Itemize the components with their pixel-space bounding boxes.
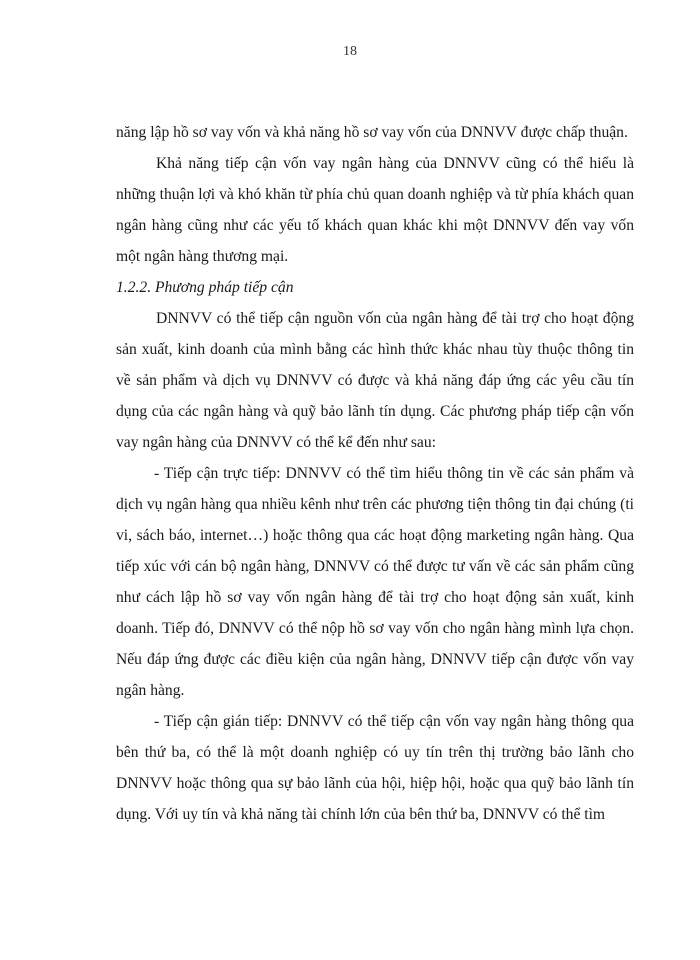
section-heading: 1.2.2. Phương pháp tiếp cận — [116, 279, 294, 296]
bullet-direct-access: - Tiếp cận trực tiếp: DNNVV có thể tìm hiểu thông tin về các sản phẩm và dịch vụ ngân hàng qua nhiều kênh như trên các phương tiện thông tin đại chúng (ti vi, sách báo, internet…) hoặc thông qua các hoạt động marketing ngân hàng. Qua tiếp xúc với cán bộ ngân hàng, DNNVV có thể được tư vấn về các sản phẩm cũng như cách lập hồ sơ vay vốn ngân hàng để tài trợ cho hoạt động sản xuất, kinh doanh. Tiếp đó, DNNVV có thể nộp hồ sơ vay vốn cho ngân hàng mình lựa chọn. Nếu đáp ứng được các điều kiện của ngân hàng, DNNVV tiếp cận được vốn vay ngân hàng. — [116, 465, 634, 699]
paragraph-continuation: năng lập hồ sơ vay vốn và khả năng hồ sơ vay vốn của DNNVV được chấp thuận. — [116, 124, 628, 141]
bullet-indirect-access: - Tiếp cận gián tiếp: DNNVV có thể tiếp cận vốn vay ngân hàng thông qua bên thứ ba, có thể là một doanh nghiệp có uy tín trên thị trường bảo lãnh cho DNNVV hoặc thông qua sự bảo lãnh của hội, hiệp hội, hoặc qua quỹ bảo lãnh tín dụng. Với uy tín và khả năng tài chính lớn của bên thứ ba, DNNVV có thể tìm — [116, 713, 634, 823]
paragraph-methods-intro: DNNVV có thể tiếp cận nguồn vốn của ngân hàng để tài trợ cho hoạt động sản xuất, kinh doanh của mình bằng các hình thức khác nhau tùy thuộc thông tin về sản phẩm và dịch vụ DNNVV có được và khả năng đáp ứng các yêu cầu tín dụng của các ngân hàng và quỹ bảo lãnh tín dụng. Các phương pháp tiếp cận vốn vay ngân hàng của DNNVV có thể kể đến như sau: — [116, 310, 634, 451]
page-number: 18 — [343, 44, 357, 59]
document-body — [116, 117, 634, 830]
paragraph-definition: Khả năng tiếp cận vốn vay ngân hàng của DNNVV cũng có thể hiểu là những thuận lợi và khó khăn từ phía chủ quan doanh nghiệp và từ phía khách quan ngân hàng cũng như các yếu tố khách quan khác khi một DNNVV đến vay vốn một ngân hàng thương mại. — [116, 155, 634, 265]
